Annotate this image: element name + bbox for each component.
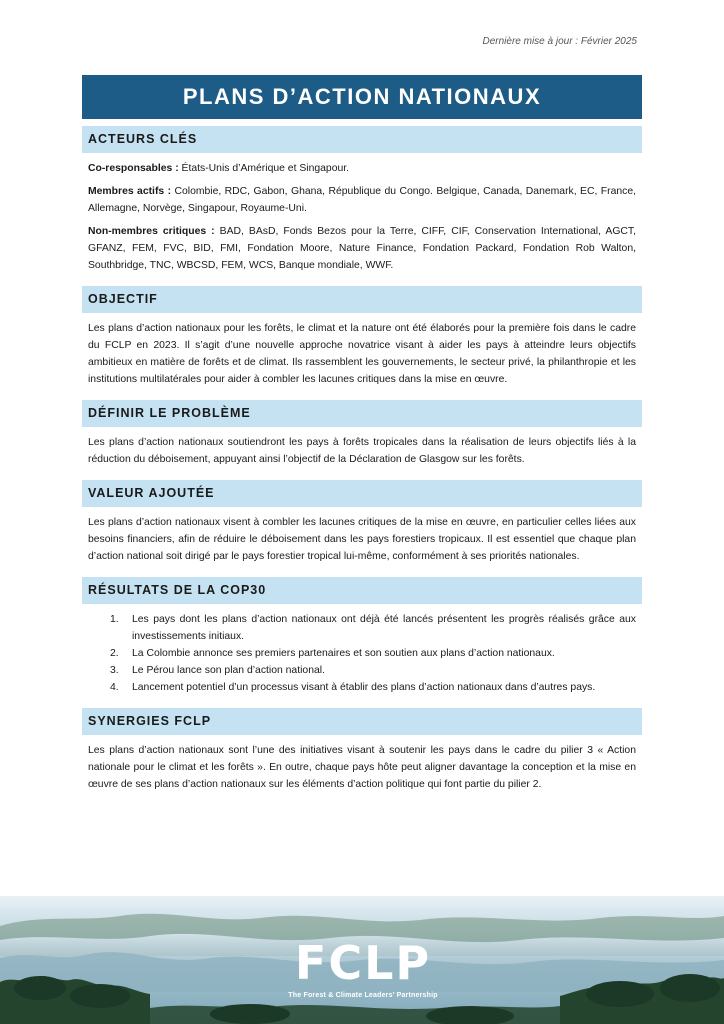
list-item-text: Les pays dont les plans d’action nationaux ont déjà été lancés présentent les progrès réalisés grâce aux investissements initiaux. xyxy=(132,614,636,642)
list-item xyxy=(88,611,636,645)
section-heading: DÉFINIR LE PROBLÈME xyxy=(82,400,642,427)
fclp-logo xyxy=(283,938,443,999)
co-responsables-label: Co-responsables : xyxy=(88,163,179,174)
logo-wordmark: FCLP xyxy=(294,936,432,990)
membres-actifs-label: Membres actifs : xyxy=(88,186,172,197)
section-heading: SYNERGIES FCLP xyxy=(82,708,642,735)
section-valeur-ajoutee xyxy=(82,480,642,577)
list-item-text: Le Pérou lance son plan d’action national. xyxy=(132,665,325,676)
page-title: PLANS D’ACTION NATIONAUX xyxy=(82,75,642,119)
list-item-number: 4. xyxy=(110,682,119,693)
non-membres-label: Non-membres critiques : xyxy=(88,226,215,237)
list-item xyxy=(88,645,636,662)
section-resultats-cop30 xyxy=(82,577,642,708)
list-item-number: 3. xyxy=(110,665,119,676)
objectif-text: Les plans d’action nationaux pour les forêts, le climat et la nature ont été élaborés pour la première fois dans le cadre du FCLP en 2023. Il s’agit d’une nouvelle approche novatrice visant à aider les pays à atteindre leurs objectifs ambitieux en matière de forêts et de climat. Ils rassemblent les gouvernements, le secteur privé, la philanthropie et les institutions multilatérales pour aider à combler les lacunes critiques dans la mise en œuvre. xyxy=(88,323,636,385)
membres-actifs xyxy=(88,183,636,217)
section-heading: RÉSULTATS DE LA COP30 xyxy=(82,577,642,604)
section-heading: ACTEURS CLÉS xyxy=(82,126,642,153)
list-item-text: Lancement potentiel d’un processus visant à établir des plans d’action nationaux dans d’autres pays. xyxy=(132,682,596,693)
non-membres-text: BAD, BAsD, Fonds Bezos pour la Terre, CIFF, CIF, Conservation International, AGCT, GFANZ, FEM, FVC, BID, FMI, Fondation Moore, Nature Finance, Fondation Packard, Fondation Rob Walton, Southbridge, TNC, WBCSD, FEM, WCS, Banque mondiale, WWF. xyxy=(88,226,636,271)
list-item-text: La Colombie annonce ses premiers partenaires et son soutien aux plans d’action nationaux. xyxy=(132,648,555,659)
list-item xyxy=(88,679,636,696)
section-heading: VALEUR AJOUTÉE xyxy=(82,480,642,507)
non-membres-critiques xyxy=(88,223,636,274)
co-responsables-text: États-Unis d’Amérique et Singapour. xyxy=(178,163,350,174)
resultats-list xyxy=(88,611,636,696)
co-responsables xyxy=(88,160,636,177)
section-definir-probleme xyxy=(82,400,642,480)
list-item xyxy=(88,662,636,679)
list-item-number: 1. xyxy=(110,614,119,625)
list-item-number: 2. xyxy=(110,648,119,659)
synergies-text: Les plans d’action nationaux sont l’une des initiatives visant à soutenir les pays dans le cadre du pilier 3 « Action nationale pour le climat et les forêts ». En outre, chaque pays hôte peut aligner davantage la conception et la mise en œuvre de ses plans d’action nationaux sur les éléments d’action politique qui font partie du pilier 2. xyxy=(88,745,636,790)
valeur-text: Les plans d’action nationaux visent à combler les lacunes critiques de la mise en œuvre, en particulier celles liées aux besoins financiers, afin de réduire le déboisement dans les pays forestiers tropicaux. Il est essentiel que chaque plan d’action national soit dirigé par le pays forestier tropical lui-même, conformément à ses priorités nationales. xyxy=(88,517,636,562)
section-heading: OBJECTIF xyxy=(82,286,642,313)
last-update-date: Dernière mise à jour : Février 2025 xyxy=(482,36,637,47)
membres-actifs-text: Colombie, RDC, Gabon, Ghana, République du Congo. Belgique, Canada, Danemark, EC, France, Allemagne, Norvège, Singapour, Royaume-Uni. xyxy=(88,186,636,214)
logo-tagline: The Forest & Climate Leaders’ Partnership xyxy=(288,992,438,999)
probleme-text: Les plans d’action nationaux soutiendront les pays à forêts tropicales dans la réalisation de leurs objectifs liés à la réduction du déboisement, appuyant ainsi l’objectif de la Déclaration de Glasgow sur les forêts. xyxy=(88,437,636,465)
section-objectif xyxy=(82,286,642,400)
section-synergies-fclp xyxy=(82,708,642,805)
document-body xyxy=(82,126,642,805)
section-acteurs-cles xyxy=(82,126,642,286)
